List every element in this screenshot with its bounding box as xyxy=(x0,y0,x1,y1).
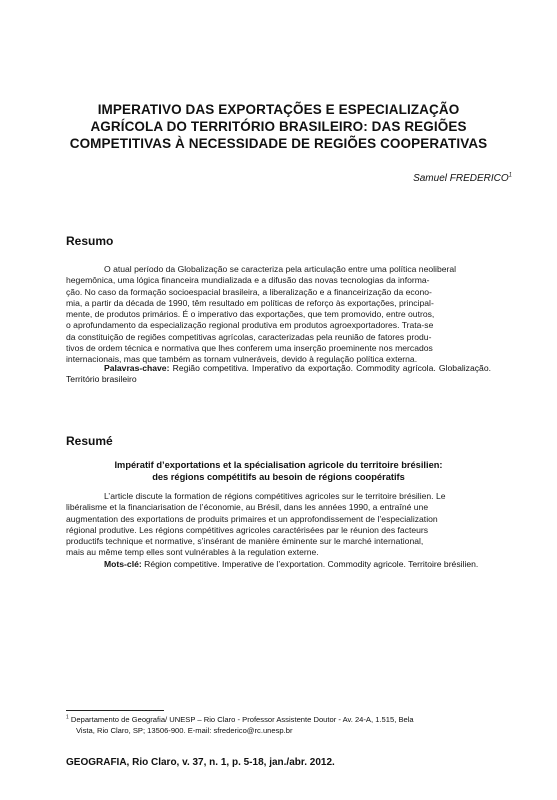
keywords-text: Região competitiva. Imperativo da exportação. Commodity agrícola. Globalização. Território brasileiro xyxy=(66,363,491,385)
resume-line: augmentation des exportations de produits primaires et un approfondissement de l’especialization xyxy=(66,513,438,524)
footnote-number: 1 xyxy=(66,714,69,721)
resume-line: mais au même temp elles sont vulnérables à la regulation externe. xyxy=(66,547,319,558)
resumo-line: tivos de ordem técnica e normativa que lhes conferem uma inserção proeminente nos mercados xyxy=(66,343,433,354)
footnote-divider xyxy=(66,710,164,711)
resumo-line: mia, a partir da década de 1990, têm resultado em políticas de reforço às exportações, principal- xyxy=(66,297,434,308)
resume-abstract xyxy=(66,491,491,559)
resumo-line: mente, de produtos primários. É o imperativo das exportações, que tem promovido, entre outros, xyxy=(66,309,435,320)
resume-heading: Resumé xyxy=(66,434,113,448)
footnote-line: Departamento de Geografia/ UNESP – Rio Claro - Professor Assistente Doutor - Av. 24-A, 1.515, Bela xyxy=(70,715,414,724)
resumo-line: ção. No caso da formação socioespacial brasileira, a liberalização e a financeirização da econo- xyxy=(66,286,432,297)
title-line: COMPETITIVAS À NECESSIDADE DE REGIÕES COOPERATIVAS xyxy=(69,136,488,151)
resumo-heading: Resumo xyxy=(66,234,114,248)
article-title xyxy=(60,101,497,152)
resumo-keywords xyxy=(66,363,491,386)
resume-line: régional produtive. Les régions compétitives agricoles caractérisées par le réunion des facteurs xyxy=(66,524,429,535)
title-line: IMPERATIVO DAS EXPORTAÇÕES E ESPECIALIZAÇÃO xyxy=(97,102,460,117)
resumo-line: da constituição de regiões competitivas agrícolas, caracterizadas pela reunião de fatores produ- xyxy=(66,331,432,342)
resume-keywords xyxy=(66,559,491,570)
journal-citation: GEOGRAFIA, Rio Claro, v. 37, n. 1, p. 5-18, jan./abr. 2012. xyxy=(66,757,335,768)
author-line xyxy=(413,173,512,184)
keywords-label: Palavras-chave: xyxy=(104,363,170,373)
resume-line: productifs technique et normative, s’insérant de manière éminente sur le marché international, xyxy=(66,536,424,547)
mots-cle-text: Région competitive. Imperative de l’exportation. Commodity agricole. Territoire brésilien. xyxy=(141,559,479,569)
footnote-line: Vista, Rio Claro, SP; 13506-900. E-mail: sfrederico@rc.unesp.br xyxy=(76,725,293,735)
resume-line: libéralisme et la financiarisation de l’économie, au Brésil, dans les années 1990, a entraîné une xyxy=(66,502,429,513)
resumo-line: hegemônica, uma lógica financeira mundializada e a difusão das novas tecnologias da informa- xyxy=(66,275,430,286)
resumo-line: O atual período da Globalização se caracteriza pela articulação entre uma política neoliberal xyxy=(104,264,457,274)
resumo-abstract xyxy=(66,264,491,366)
resume-title-line: des régions compétitifs au besoin de régions coopératifs xyxy=(152,472,405,482)
mots-cle-label: Mots-clé: xyxy=(104,559,142,569)
author-footnote-marker: 1 xyxy=(508,172,512,179)
resume-title-line: Impératif d’exportations et la spécialisation agricole du territoire brésilien: xyxy=(114,460,443,470)
resumo-line: internacionais, mas que também as tornam vulneráveis, devido à regulação política externa. xyxy=(66,354,418,365)
title-line: AGRÍCOLA DO TERRITÓRIO BRASILEIRO: DAS REGIÕES xyxy=(90,119,467,134)
footnote xyxy=(66,715,506,736)
resume-title xyxy=(66,459,491,483)
author-name: Samuel FREDERICO xyxy=(413,173,509,184)
resumo-line: o aprofundamento da especialização regional produtiva em produtos agroexportadores. Trata-se xyxy=(66,320,434,331)
resume-line: L’article discute la formation de régions compétitives agricoles sur le territoire brésilien. Le xyxy=(104,491,446,501)
